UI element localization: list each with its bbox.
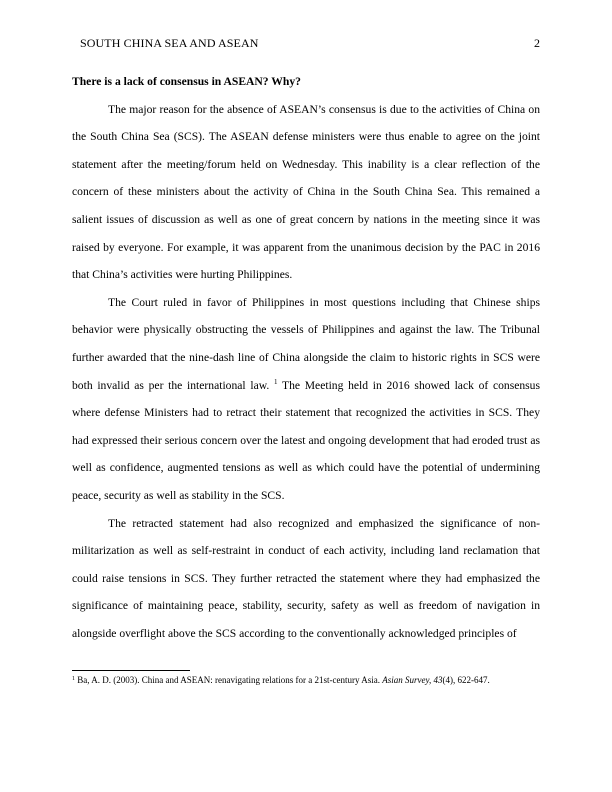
- paragraph-3: [72, 510, 540, 648]
- paragraph-2: [72, 289, 540, 510]
- footnote: [72, 673, 552, 687]
- paragraph-3-text: The retracted statement had also recognized and emphasized the significance of non-militarization as well as self-restraint in conduct of each activity, including land reclamation that could raise tensions in SCS. They further retracted the statement where they had emphasized the significance of maintaining peace, stability, security, safety as well as freedom of navigation in alongside overflight above the SCS according to the conventionally acknowledged principles of: [72, 516, 540, 640]
- running-head: SOUTH CHINA SEA AND ASEAN: [80, 36, 259, 50]
- paragraph-2-text-after-note: The Meeting held in 2016 showed lack of consensus where defense Ministers had to retract their statement that recognized the activities in SCS. They had expressed their serious concern over the latest and ongoing development that had eroded trust as well as confidence, augmented tensions as well as which could have the potential of undermining peace, security as well as stability in the SCS.: [72, 378, 540, 502]
- footnote-journal-title: Asian Survey, 43: [382, 675, 443, 685]
- body-text: [72, 68, 540, 647]
- footnote-citation-text: Ba, A. D. (2003). China and ASEAN: renavigating relations for a 21st-century Asia.: [77, 675, 380, 685]
- footnote-issue-pages: (4), 622-647.: [442, 675, 490, 685]
- section-heading: There is a lack of consensus in ASEAN? Why?: [72, 75, 301, 88]
- footnote-reference-marker[interactable]: 1: [273, 377, 278, 386]
- paragraph-2-text-before-note: The Court ruled in favor of Philippines in most questions including that Chinese ships behavior were physically obstructing the vessels of Philippines and against the law. The Tribunal further awarded that the nine-dash line of China alongside the claim to historic rights in SCS were both invalid as per the international law.: [72, 295, 540, 392]
- footnote-marker: 1: [72, 676, 75, 682]
- paragraph-1: [72, 96, 540, 289]
- footnote-separator: [72, 670, 190, 671]
- paragraph-1-text: The major reason for the absence of ASEAN’s consensus is due to the activities of China on the South China Sea (SCS). The ASEAN defense ministers were thus enable to agree on the joint statement after the meeting/forum held on Wednesday. This inability is a clear reflection of the concern of these ministers about the activity of China in the South China Sea. This remained a salient issues of discussion as well as one of great concern by nations in the meeting since it was raised by everyone. For example, it was apparent from the unanimous decision by the PAC in 2016 that China’s activities were hurting Philippines.: [72, 102, 540, 282]
- page-number: 2: [534, 36, 540, 50]
